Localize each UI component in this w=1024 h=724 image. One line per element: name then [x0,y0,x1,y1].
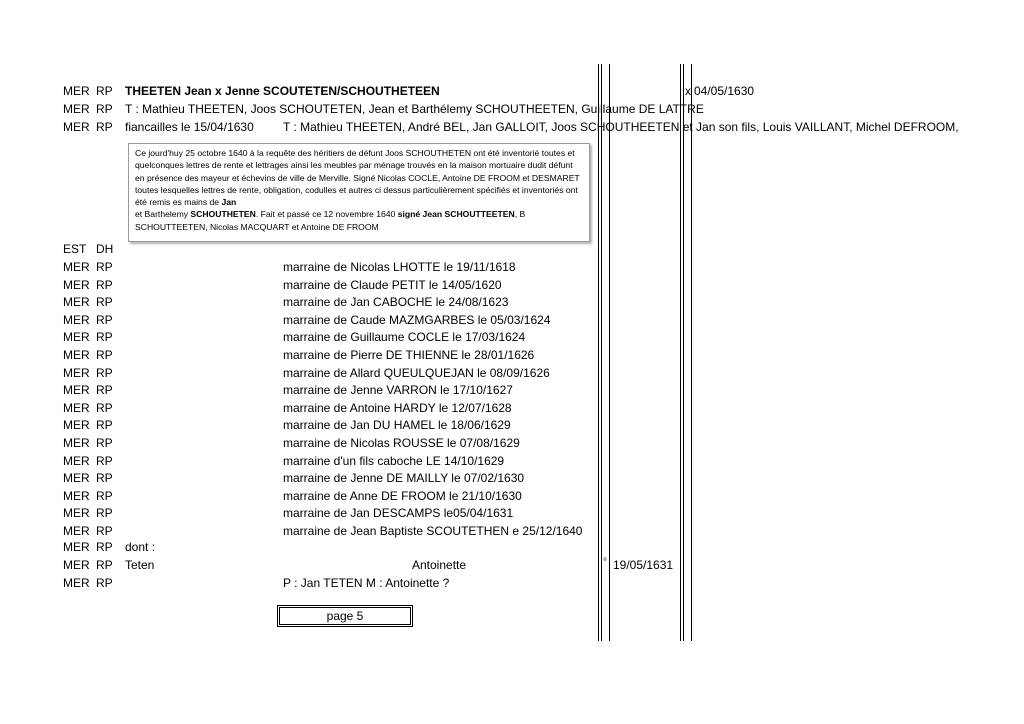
godmother-entry: marraine de Antoine HARDY le 12/07/1628 [283,400,512,415]
witness-row [0,101,1024,118]
register-code: RP [96,295,113,310]
note-text: . Fait et passé ce 12 novembre 1640 [255,209,398,220]
godmother-row [0,347,1024,364]
register-code: RP [96,471,113,486]
godmother-entry: marraine de Jenne DE MAILLY le 07/02/1630 [283,471,525,486]
godmother-entry: marraine de Jean Baptiste SCOUTETHEN e 25/12/1640 [283,524,583,538]
register-code: RP [96,277,113,292]
child-firstname: Antoinette [412,558,467,572]
godmother-row [0,470,1024,487]
source-code: MER [63,436,90,450]
source-code: MER [63,120,90,134]
source-code: MER [63,84,90,98]
godmother-entry: marraine d'un fils caboche LE 14/10/1629 [283,453,505,468]
children-header-row [0,539,1024,556]
godmother-row [0,488,1024,505]
register-code: RP [96,260,113,274]
marriage-date: 04/05/1630 [694,84,755,98]
note-text: et Barthelemy [135,209,189,220]
godmother-entry: marraine de Jan DU HAMEL le 18/06/1629 [283,418,511,433]
godmother-row [0,365,1024,382]
register-code: RP [96,506,113,521]
source-code: MER [63,348,90,362]
source-code: MER [63,506,90,521]
note-bold-name: Jan [221,197,237,208]
register-code: RP [96,558,113,572]
godmother-row [0,294,1024,311]
godmother-row [0,329,1024,346]
godmother-row [0,312,1024,329]
source-code: MER [63,576,90,590]
source-code: MER [63,524,90,538]
birth-mark: ° [603,557,607,568]
source-code: MER [63,400,90,415]
parents-text: P : Jan TETEN M : Antoinette ? [283,576,450,590]
godmother-entry: marraine de Jan CABOCHE le 24/08/1623 [283,295,509,310]
source-code: MER [63,383,90,398]
register-code: RP [96,383,113,398]
register-code: RP [96,524,113,538]
godmother-row [0,417,1024,434]
source-code: MER [63,277,90,292]
engagement-witnesses: T : Mathieu THEETEN, André BEL, Jan GALLOIT, Joos SCHOUTHEETEN et Jan son fils, Louis VAILLANT, Michel DEFROOM, [283,120,959,134]
source-code: MER [63,365,90,380]
godmother-entry: marraine de Caude MAZMGARBES le 05/03/1624 [283,312,551,327]
godmother-row [0,277,1024,294]
source-code: MER [63,418,90,433]
register-code: RP [96,540,113,554]
register-code: RP [96,418,113,433]
godmother-row [0,523,1024,540]
register-code: RP [96,348,113,362]
page-label: page 5 [279,607,411,625]
inventory-note [128,143,590,242]
godmother-entry: marraine de Nicolas LHOTTE le 19/11/1618 [283,260,516,274]
source-code: MER [63,471,90,486]
parents-row [0,575,1024,592]
source-code: MER [63,312,90,327]
source-code: MER [63,540,90,554]
source-code: MER [63,295,90,310]
register-code: RP [96,488,113,503]
godmother-row [0,453,1024,470]
source-code: MER [63,453,90,468]
witness-list: T : Mathieu THEETEN, Joos SCHOUTETEN, Jean et Barthélemy SCHOUTHEETEN, Guillaume DE LATTRE [125,102,704,116]
est-row [0,241,1024,258]
child-row [0,557,1024,574]
godmother-entry: marraine de Jan DESCAMPS le05/04/1631 [283,506,514,521]
godmother-row [0,400,1024,417]
godmother-row [0,382,1024,399]
register-code: RP [96,436,113,450]
godmother-entry: marraine de Pierre DE THIENNE le 28/01/1626 [283,348,535,362]
note-text: Ce jourd'huy 25 octobre 1640 à la requête des héritiers de défunt Joos SCHOUTHETEN ont été inventorié toutes et quelconques lettres de rente et lettrages ainsi les meubles par ménage trouvés en la maison mortuaire dudit défunt en présence des mayeur et échevins de ville de Merville. Signé Nicolas COCLE, Antoine DE FROOM et DESMARET toutes lesquelles lettres de rente, obligation, codulles et autres ci dessus particulièrement spécifiés et inventoriés ont été remis es mains de [135,148,580,208]
godmother-entry: marraine de Jenne VARRON le 17/10/1627 [283,383,513,398]
register-code: RP [96,102,113,116]
source-code: MER [63,330,90,345]
register-code: RP [96,576,113,590]
godmother-entry: marraine de Allard QUEULQUEJAN le 08/09/1626 [283,365,550,380]
engagement-label: fiancailles le 15/04/1630 [125,120,254,134]
register-code: RP [96,365,113,380]
marriage-mark: x [685,84,691,98]
note-bold-signature: signé Jean SCHOUTTEETEN [397,209,515,220]
note-text: , B SCHOUTTEETEN, Nicolas MACQUART et Antoine DE FROOM [135,209,526,232]
source-code: MER [63,102,90,116]
register-code: RP [96,120,113,134]
register-code: RP [96,84,113,98]
children-label: dont : [125,540,156,554]
register-code: RP [96,330,113,345]
couple-title: THEETEN Jean x Jenne SCOUTETEN/SCHOUTHETEEN [125,84,440,98]
source-code: EST [63,242,87,256]
godmother-row [0,435,1024,452]
source-code: MER [63,558,90,572]
godmother-row [0,505,1024,522]
note-bold-name: SCHOUTHETEN [190,209,256,220]
source-code: MER [63,260,90,274]
godmother-entry: marraine de Guillaume COCLE le 17/03/1624 [283,330,526,345]
register-code: DH [96,242,114,256]
source-code: MER [63,488,90,503]
register-code: RP [96,312,113,327]
record-header-row [0,83,1024,100]
godmother-entry: marraine de Anne DE FROOM le 21/10/1630 [283,488,522,503]
godmother-entry: marraine de Claude PETIT le 14/05/1620 [283,277,502,292]
register-code: RP [96,453,113,468]
birth-date: 19/05/1631 [613,558,674,572]
child-surname: Teten [125,558,155,572]
godmother-entry: marraine de Nicolas ROUSSE le 07/08/1629 [283,436,520,450]
engagement-row [0,119,1024,136]
register-code: RP [96,400,113,415]
godmother-row [0,259,1024,276]
